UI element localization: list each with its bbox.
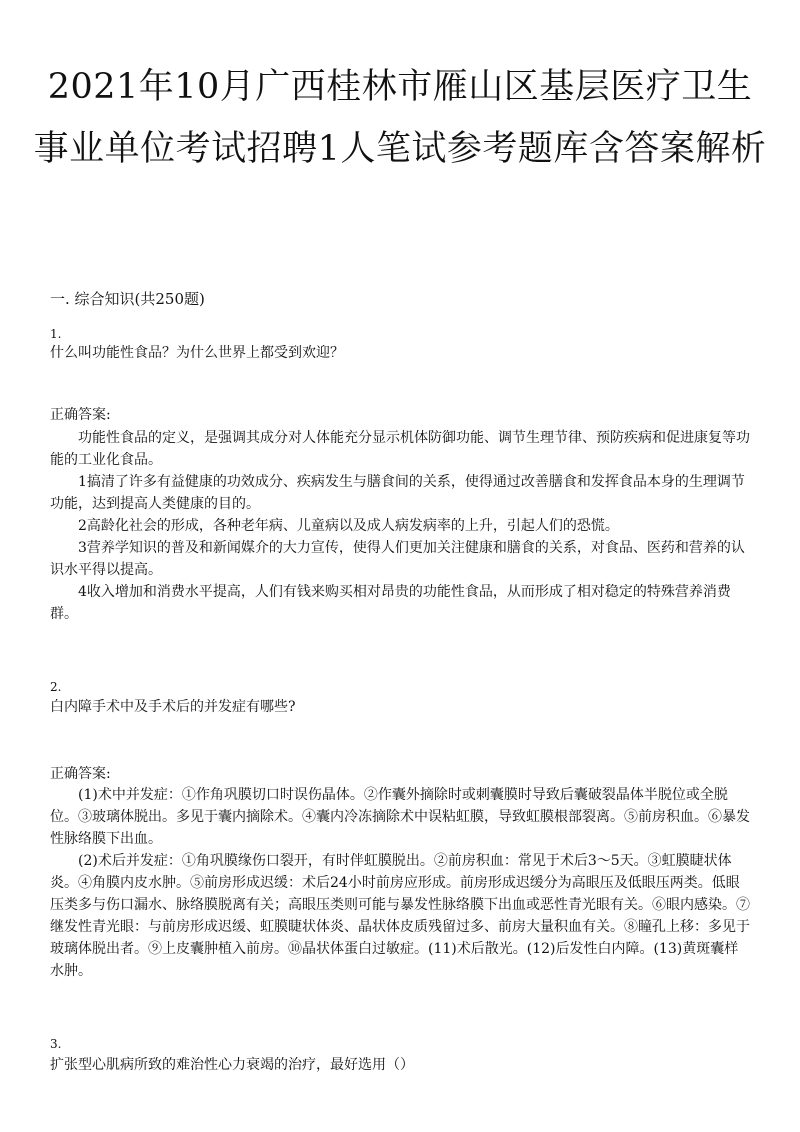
answer-paragraph: (1)术中并发症：①作角巩膜切口时误伤晶体。②作囊外摘除时或刺囊膜时导致后囊破裂晶体半脱位或全脱位。③玻璃体脱出。多见于囊内摘除术。④囊内冷冻摘除术中误粘虹膜，导致虹膜根部裂离。⑤前房积血。⑥暴发性脉络膜下出血。 (50, 787, 750, 847)
question-text: 什么叫功能性食品？为什么世界上都受到欢迎？ (50, 345, 344, 361)
answer-body (50, 427, 750, 625)
question-number: 2. (50, 680, 62, 694)
question-number: 3. (50, 1037, 62, 1051)
question-text: 扩张型心肌病所致的难治性心力衰竭的治疗，最好选用（） (50, 1057, 414, 1073)
question-number: 1. (50, 327, 62, 341)
answer-paragraph: 1搞清了许多有益健康的功效成分、疾病发生与膳食间的关系，使得通过改善膳食和发挥食品本身的生理调节功能，达到提高人类健康的目的。 (50, 474, 745, 512)
answer-label: 正确答案: (50, 407, 111, 423)
section-heading: 一. 综合知识(共250题) (50, 290, 205, 308)
answer-paragraph: (2)术后并发症：①角巩膜缘伤口裂开，有时伴虹膜脱出。②前房积血：常见于术后3～5天。③虹膜睫状体炎。④角膜内皮水肿。⑤前房形成迟缓：术后24小时前房应形成。前房形成迟缓分为高眼压及低眼压两类。低眼压类多与伤口漏水、脉络膜脱离有关；高眼压类则可能与暴发性脉络膜下出血或恶性青光眼有关。⑥眼内感染。⑦继发性青光眼：与前房形成迟缓、虹膜睫状体炎、晶状体皮质残留过多、前房大量积血有关。⑧瞳孔上移：多见于玻璃体脱出者。⑨上皮囊肿植入前房。⑩晶状体蛋白过敏症。(11)术后散光。(12)后发性白内障。(13)黄斑囊样水肿。 (50, 853, 750, 979)
answer-paragraph: 2高龄化社会的形成，各种老年病、儿童病以及成人病发病率的上升，引起人们的恐慌。 (78, 518, 619, 534)
answer-label: 正确答案: (50, 766, 111, 782)
answer-paragraph: 功能性食品的定义，是强调其成分对人体能充分显示机体防御功能、调节生理节律、预防疾病和促进康复等功能的工业化食品。 (50, 430, 750, 468)
answer-paragraph: 3营养学知识的普及和新闻媒介的大力宣传，使得人们更加关注健康和膳食的关系，对食品、医药和营养的认识水平得以提高。 (50, 540, 745, 578)
question-text: 白内障手术中及手术后的并发症有哪些? (50, 699, 296, 715)
answer-body (50, 784, 750, 982)
document-title: 2021年10月广西桂林市雁山区基层医疗卫生事业单位考试招聘1人笔试参考题库含答案解析 (33, 67, 767, 169)
answer-paragraph: 4收入增加和消费水平提高，人们有钱来购买相对昂贵的功能性食品，从而形成了相对稳定的特殊营养消费群。 (50, 584, 731, 622)
